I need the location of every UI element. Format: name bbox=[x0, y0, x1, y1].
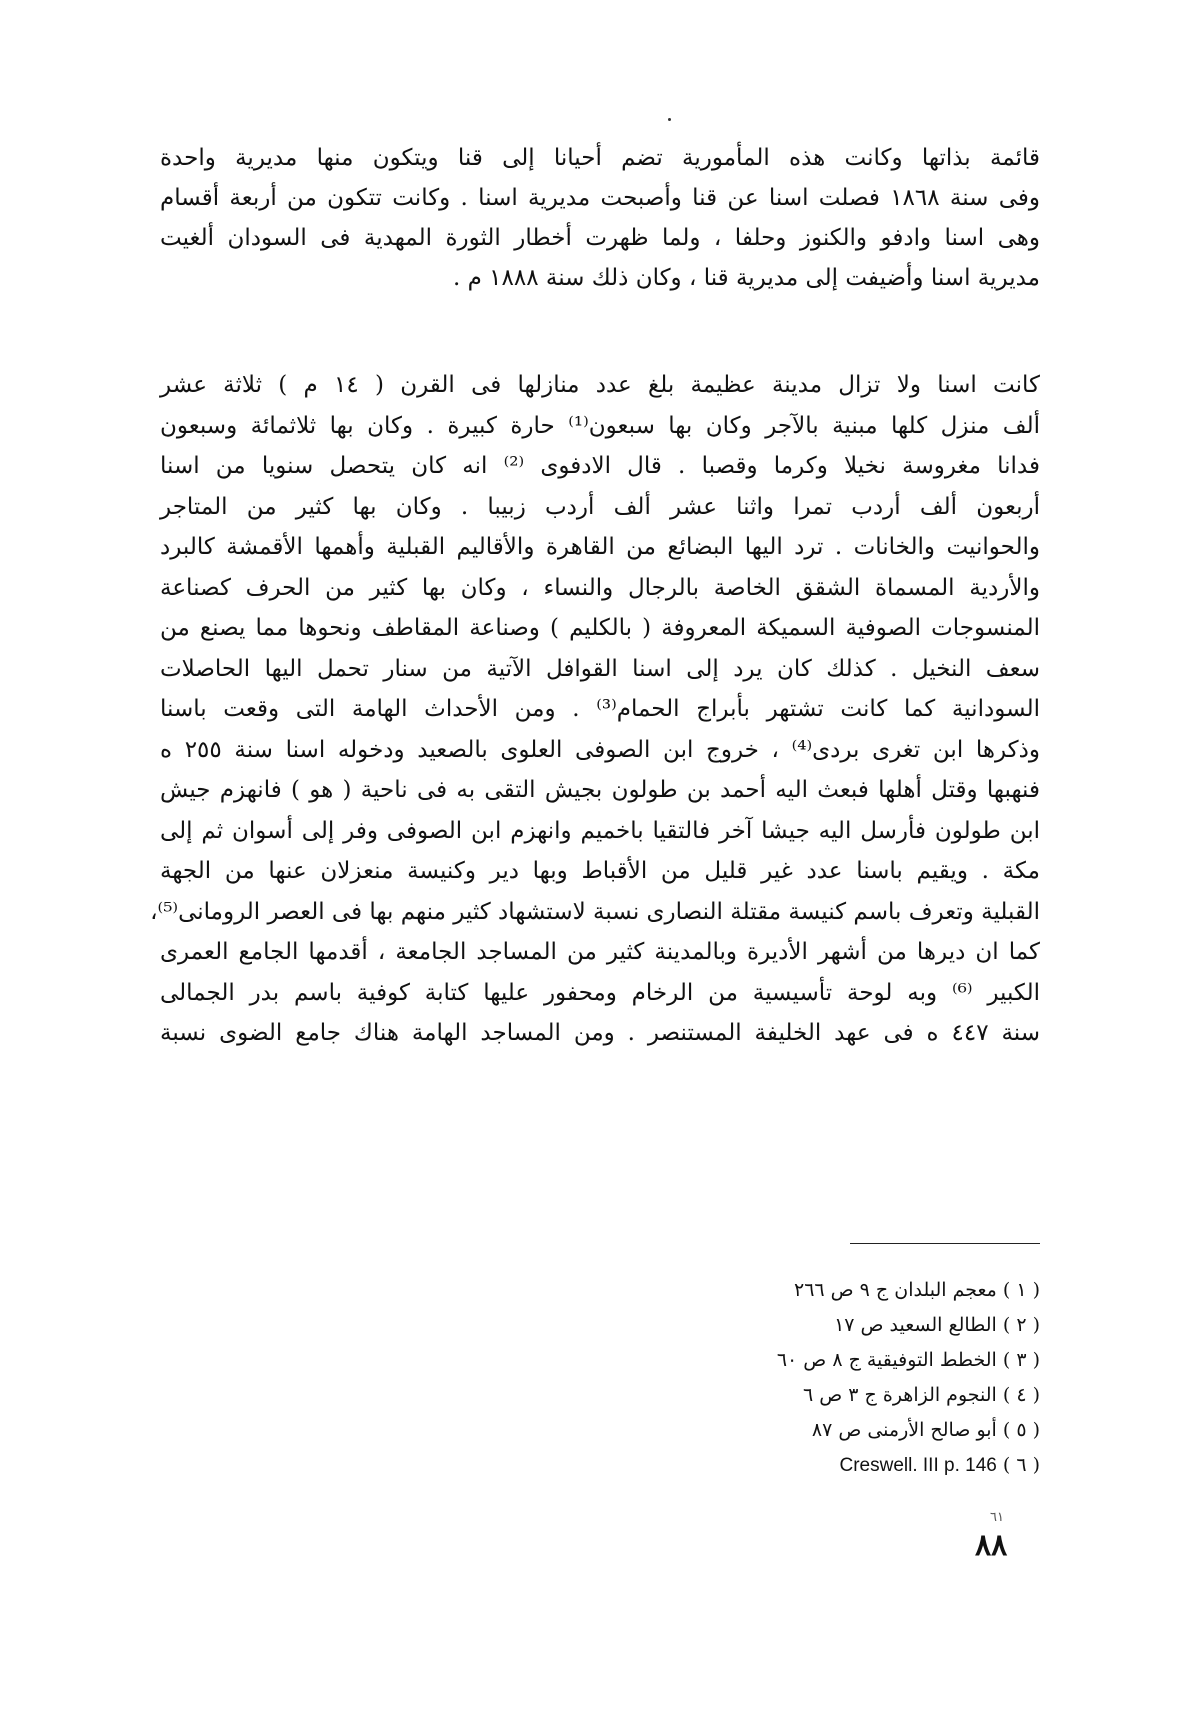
ink-speck bbox=[668, 118, 671, 121]
text-line: كما ان ديرها من أشهر الأديرة وبالمدينة كثير من المساجد الجامعة ، أقدمها الجامع العمرى bbox=[160, 939, 1040, 965]
text-line: والحوانيت والخانات . ترد اليها البضائع من القاهرة والأقاليم القبلية وأهمها الأقمشة كالبرد bbox=[160, 534, 1040, 560]
text-line: المنسوجات الصوفية السميكة المعروفة ( بالكليم ) وصناعة المقاطف ونحوها مما يصنع من bbox=[160, 615, 1040, 641]
page-number: ٨٨ bbox=[975, 1528, 1008, 1563]
text-line: وهى اسنا وادفو والكنوز وحلفا ، ولما ظهرت أخطار الثورة المهدية فى السودان ألغيت bbox=[160, 225, 1040, 251]
text-line: فدانا مغروسة نخيلا وكرما وقصبا . قال الادفوى ⁽²⁾ انه كان يتحصل سنويا من اسنا bbox=[160, 453, 1040, 479]
text-line: كانت اسنا ولا تزال مدينة عظيمة بلغ عدد منازلها فى القرن ( ١٤ م ) ثلاثة عشر bbox=[160, 372, 1040, 398]
text-line: فنهبها وقتل أهلها فبعث اليه أحمد بن طولون بجيش التقى به فى ناحية ( هو ) فانهزم جيش bbox=[160, 777, 1040, 803]
text-line: ألف منزل كلها مبنية بالآجر وكان بها سبعون⁽¹⁾ حارة كبيرة . وكان بها ثلاثمائة وسبعون bbox=[160, 412, 1040, 439]
text-line: سعف النخيل . كذلك كان يرد إلى اسنا القوافل الآتية من سنار تحمل اليها الحاصلات bbox=[160, 655, 1040, 682]
footnote-4: ( ٤ ) النجوم الزاهرة ج ٣ ص ٦ bbox=[803, 1384, 1040, 1406]
footnote-2: ( ٢ ) الطالع السعيد ص ١٧ bbox=[834, 1314, 1040, 1336]
text-line: والأردية المسماة الشقق الخاصة بالرجال والنساء ، وكان بها كثير من الحرف كصناعة bbox=[160, 574, 1040, 601]
text-line: وذكرها ابن تغرى بردى⁽⁴⁾ ، خروج ابن الصوفى العلوى بالصعيد ودخوله اسنا سنة ٢٥٥ ه bbox=[160, 736, 1040, 763]
text-line: ابن طولون فأرسل اليه جيشا آخر فالتقيا باخميم وانهزم ابن الصوفى وفر إلى أسوان ثم إلى bbox=[160, 817, 1040, 844]
footnote-6-number: ( ٦ ) bbox=[1002, 1454, 1040, 1476]
text-line: مديرية اسنا وأضيفت إلى مديرية قنا ، وكان ذلك سنة ١٨٨٨ م . bbox=[452, 265, 1040, 291]
text-line: الكبير ⁽⁶⁾ وبه لوحة تأسيسية من الرخام ومحفور عليها كتابة كوفية باسم بدر الجمالى bbox=[160, 979, 1040, 1006]
footnote-1: ( ١ ) معجم البلدان ج ٩ ص ٢٦٦ bbox=[793, 1279, 1040, 1301]
footnotes bbox=[480, 1273, 1040, 1483]
footnote-6 bbox=[480, 1448, 1040, 1483]
text-line: قائمة بذاتها وكانت هذه المأمورية تضم أحيانا إلى قنا ويتكون منها مديرية واحدة bbox=[160, 145, 1040, 171]
margin-mark: ٦١ bbox=[990, 1510, 1004, 1525]
footnote-5: ( ٥ ) أبو صالح الأرمنى ص ٨٧ bbox=[811, 1419, 1040, 1441]
text-line: القبلية وتعرف باسم كنيسة مقتلة النصارى نسبة لاستشهاد كثير منهم بها فى العصر الرومانى⁽⁵⁾، bbox=[150, 898, 1040, 925]
footnote-divider bbox=[850, 1243, 1040, 1244]
text-line: السودانية كما كانت تشتهر بأبراج الحمام⁽³⁾ . ومن الأحداث الهامة التى وقعت باسنا bbox=[160, 696, 1040, 722]
text-line: سنة ٤٤٧ ه فى عهد الخليفة المستنصر . ومن المساجد الهامة هناك جامع الضوى نسبة bbox=[160, 1020, 1040, 1046]
text-line: وفى سنة ١٨٦٨ فصلت اسنا عن قنا وأصبحت مديرية اسنا . وكانت تتكون من أربعة أقسام bbox=[160, 185, 1040, 211]
paragraph-1 bbox=[160, 138, 1040, 298]
text-line: أربعون ألف أردب تمرا واثنا عشر ألف أردب زبيبا . وكان بها كثير من المتاجر bbox=[160, 493, 1040, 520]
paragraph-2 bbox=[150, 365, 1040, 1054]
footnote-3: ( ٣ ) الخطط التوفيقية ج ٨ ص ٦٠ bbox=[776, 1349, 1040, 1371]
footnote-6-text: Creswell. III p. 146 bbox=[839, 1455, 997, 1476]
text-line: مكة . ويقيم باسنا عدد غير قليل من الأقباط وبها دير وكنيسة منعزلان عنها من الجهة bbox=[160, 858, 1040, 884]
